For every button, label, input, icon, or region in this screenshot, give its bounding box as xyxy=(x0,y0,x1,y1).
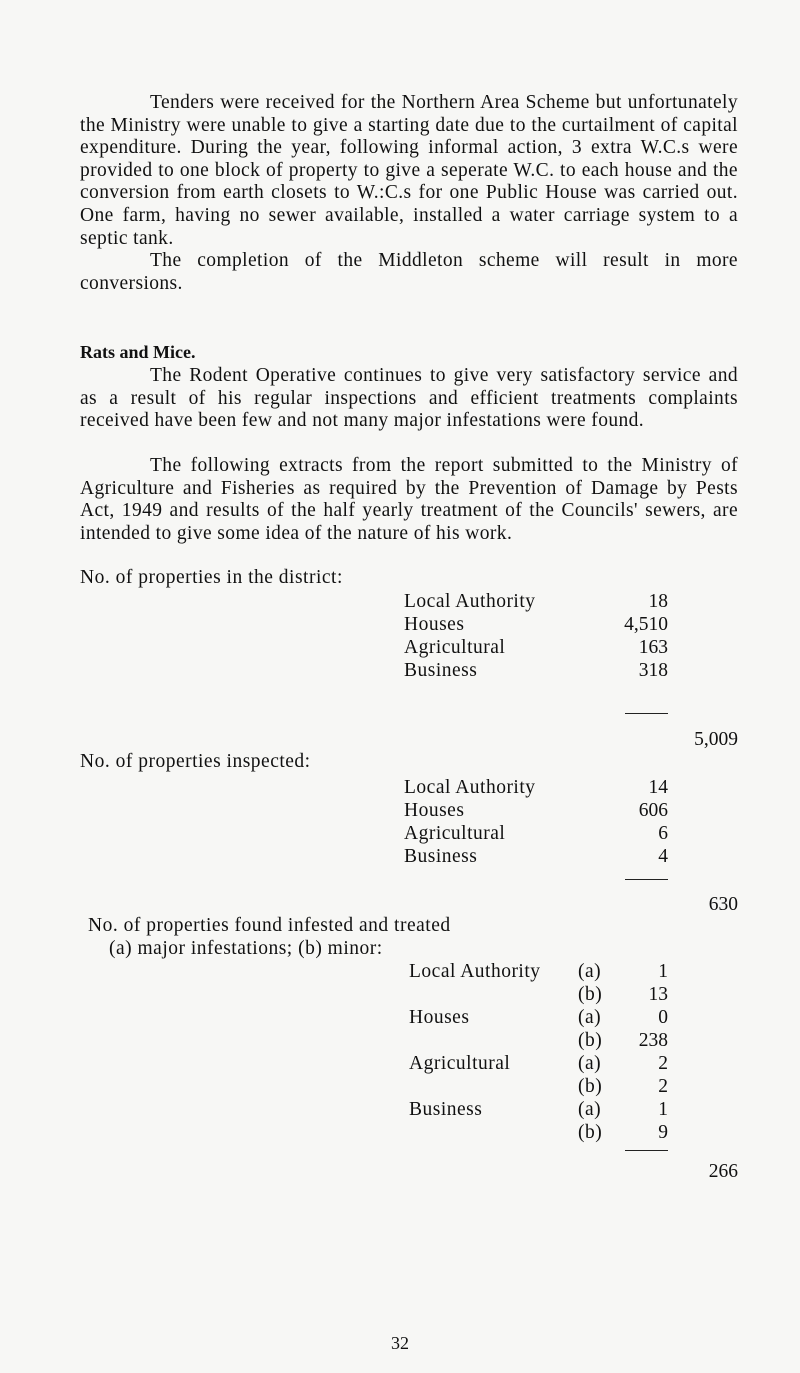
inspected-category: Business xyxy=(404,846,478,867)
paragraph-northern-area: Tenders were received for the Northern Area Scheme but unfortunately the Ministry were unable to give a starting date due to the curtailment of capital expenditure. During the year, following informal action, 3 extra W.C.s were provided to one block of property to give a seperate W.C. to each house and the conversion from earth closets to W.:C.s for one Public House was carried out. One farm, having no sewer available, installed a water carriage system to a septic tank. xyxy=(80,92,738,249)
paragraph-middleton: The completion of the Middleton scheme will result in more conversions. xyxy=(80,250,738,294)
infested-b-value: 2 xyxy=(658,1076,668,1097)
infested-b-value: 13 xyxy=(648,984,668,1005)
district-total: 5,009 xyxy=(694,729,738,750)
infested-b-label: (b) xyxy=(578,1122,603,1143)
infested-b-value: 9 xyxy=(658,1122,668,1143)
infested-total: 266 xyxy=(708,1161,738,1182)
section-heading: Rats and Mice. xyxy=(80,342,196,362)
inspected-value: 4 xyxy=(658,846,668,867)
subtotal-rule xyxy=(625,1150,668,1151)
district-category: Business xyxy=(404,660,478,681)
inspected-category: Agricultural xyxy=(404,823,506,844)
district-category: Local Authority xyxy=(404,591,536,612)
infested-category: Business xyxy=(409,1099,483,1120)
paragraph-extracts: The following extracts from the report submitted to the Ministry of Agriculture and Fisheries as required by the Prevention of Damage by Pests Act, 1949 and results of the half yearly treatment of the Councils' sewers, are intended to give some idea of the nature of his work. xyxy=(80,455,738,544)
district-value: 318 xyxy=(638,660,668,681)
infested-a-label: (a) xyxy=(578,961,602,982)
inspected-total: 630 xyxy=(708,894,738,915)
subtotal-rule xyxy=(625,879,668,880)
infested-category: Agricultural xyxy=(409,1053,511,1074)
infested-b-value: 238 xyxy=(638,1030,668,1051)
infested-b-label: (b) xyxy=(578,1076,603,1097)
infested-b-label: (b) xyxy=(578,984,603,1005)
inspected-value: 6 xyxy=(658,823,668,844)
district-category: Houses xyxy=(404,614,465,635)
infested-a-value: 1 xyxy=(658,961,668,982)
subtotal-rule xyxy=(625,713,668,714)
inspected-category: Houses xyxy=(404,800,465,821)
district-value: 18 xyxy=(648,591,668,612)
infested-b-label: (b) xyxy=(578,1030,603,1051)
paragraph-rodent-operative: The Rodent Operative continues to give very satisfactory service and as a result of his regular inspections and efficient treatments complaints received have been few and not many major infestations were found. xyxy=(80,365,738,432)
infested-sublabel: (a) major infestations; (b) minor: xyxy=(109,938,383,959)
infested-category: Local Authority xyxy=(409,961,541,982)
district-label: No. of properties in the district: xyxy=(80,567,343,588)
infested-a-value: 0 xyxy=(658,1007,668,1028)
district-value: 4,510 xyxy=(624,614,668,635)
infested-a-label: (a) xyxy=(578,1053,602,1074)
infested-a-label: (a) xyxy=(578,1099,602,1120)
infested-a-value: 1 xyxy=(658,1099,668,1120)
infested-category: Houses xyxy=(409,1007,470,1028)
infested-label: No. of properties found infested and treated xyxy=(88,915,451,936)
district-category: Agricultural xyxy=(404,637,506,658)
inspected-value: 606 xyxy=(638,800,668,821)
infested-a-label: (a) xyxy=(578,1007,602,1028)
district-value: 163 xyxy=(638,637,668,658)
page-number: 32 xyxy=(391,1333,409,1353)
infested-a-value: 2 xyxy=(658,1053,668,1074)
inspected-category: Local Authority xyxy=(404,777,536,798)
inspected-value: 14 xyxy=(648,777,668,798)
inspected-label: No. of properties inspected: xyxy=(80,751,311,772)
